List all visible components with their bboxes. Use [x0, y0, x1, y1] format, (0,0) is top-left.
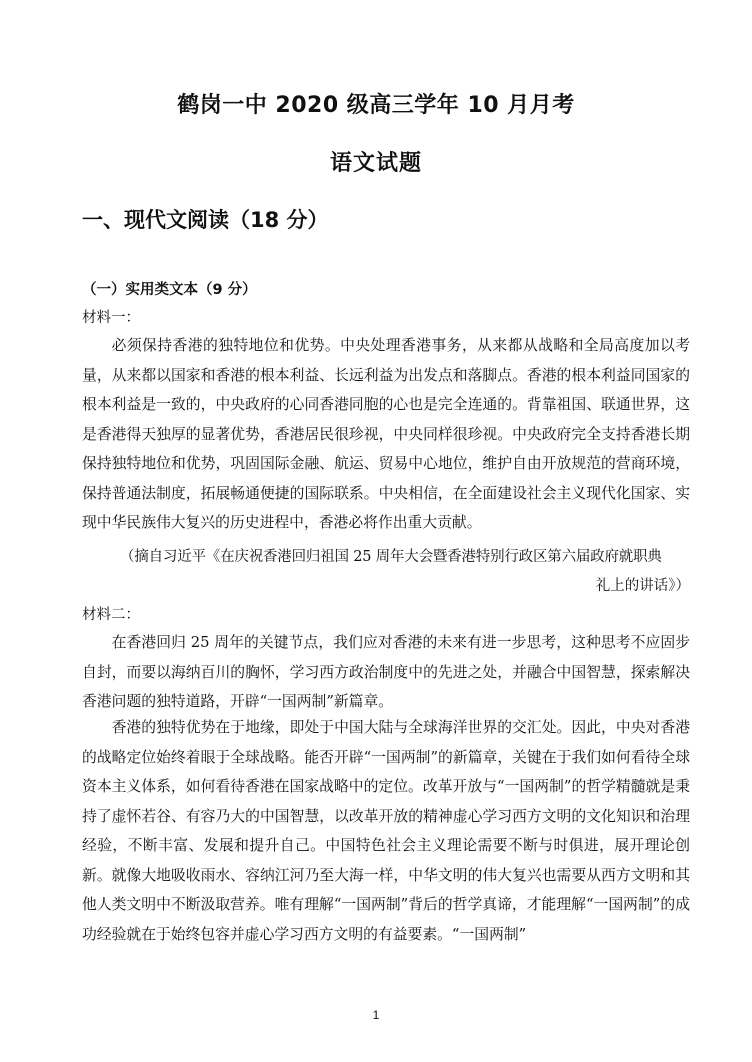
material2-paragraph-2: 香港的独特优势在于地缘，即处于中国大陆与全球海洋世界的交汇处。因此，中央对香港的战略定位始终着眼于全球战略。能否开辟“一国两制”的新篇章，关键在于我们如何看待全球资本主义体系，如何看待香港在国家战略中的定位。改革开放与“一国两制”的哲学精髓就是秉持了虚怀若谷、有容乃大的中国智慧，以改革开放的精神虚心学习西方文明的文化知识和治理经验，不断丰富、发展和提升自己。中国特色社会主义理论需要不断与时俱进，展开理论创新。就像大地吸收雨水、容纳江河乃至大海一样，中华文明的伟大复兴也需要从西方文明和其他人类文明中不断汲取营养。唯有理解“一国两制”背后的哲学真谛，才能理解“一国两制”的成功经验就在于始终包容并虚心学习西方文明的有益要素。“一国两制” — [82, 719, 690, 943]
material1-citation-line2: 礼上的讲话》） — [595, 578, 690, 594]
exam-subtitle: 语文试题 — [329, 151, 422, 176]
page-number: 1 — [372, 1008, 380, 1022]
exam-title: 鹤岗一中 2020 级高三学年 10 月月考 — [177, 93, 575, 118]
material1-body: 必须保持香港的独特地位和优势。中央处理香港事务，从来都从战略和全局高度加以考量，从来都以国家和香港的根本利益、长远利益为出发点和落脚点。香港的根本利益同国家的根本利益是一致的，中央政府的心同香港同胞的心也是完全连通的。背靠祖国、联通世界，这是香港得天独厚的显著优势，香港居民很珍视，中央同样很珍视。中央政府完全支持香港长期保持独特地位和优势，巩固国际金融、航运、贸易中心地位，维护自由开放规范的营商环境，保持普通法制度，拓展畅通便捷的国际联系。中央相信，在全面建设社会主义现代化国家、实现中华民族伟大复兴的历史进程中，香港必将作出重大贡献。 — [82, 337, 690, 531]
subsection-heading: （一）实用类文本（9 分） — [82, 282, 257, 298]
material1-citation-line1: （摘自习近平《在庆祝香港回归祖国 25 周年大会暨香港特别行政区第六届政府就职典 — [120, 549, 662, 565]
section-heading: 一、现代文阅读（18 分） — [82, 208, 329, 232]
material2-paragraph-1: 在香港回归 25 周年的关键节点，我们应对香港的未来有进一步思考，这种思考不应固步自封，而要以海纳百川的胸怀，学习西方政治制度中的先进之处，并融合中国智慧，探索解决香港问题的独特道路，开辟“一国两制”新篇章。 — [82, 634, 690, 710]
material2-label: 材料二： — [82, 607, 140, 623]
material1-label: 材料一： — [82, 310, 140, 326]
